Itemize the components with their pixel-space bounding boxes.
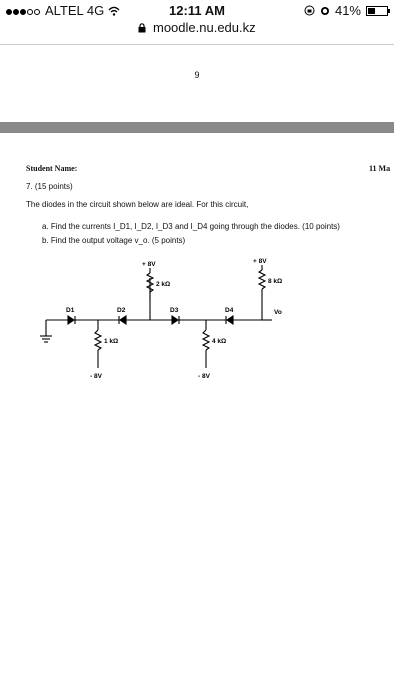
url-text: moodle.nu.edu.kz <box>153 20 256 35</box>
output-label: Vo <box>274 309 282 316</box>
alarm-icon <box>320 5 330 16</box>
resistor-label: 1 kΩ <box>104 338 119 345</box>
supply-label: + 8V <box>253 258 267 265</box>
marks-label: 11 Ma <box>369 164 391 173</box>
orientation-lock-icon <box>304 5 315 16</box>
student-name-label: Student Name: <box>26 164 78 173</box>
lock-icon <box>138 23 146 33</box>
address-bar[interactable] <box>0 20 394 40</box>
resistor-label: 4 kΩ <box>212 338 227 345</box>
diode-label: D2 <box>117 307 126 314</box>
question-part-a: a. Find the currents I_D1, I_D2, I_D3 and I_D4 going through the diodes. (10 points) <box>42 222 340 231</box>
page-number: 9 <box>194 70 200 80</box>
status-bar <box>0 0 394 20</box>
question-number: 7. (15 points) <box>26 182 73 191</box>
supply-label: - 8V <box>90 373 102 380</box>
question-intro: The diodes in the circuit shown below are ideal. For this circuit, <box>26 200 249 209</box>
toolbar-divider <box>0 44 394 45</box>
status-right <box>304 3 388 18</box>
diode-label: D4 <box>225 307 234 314</box>
page-separator-bar <box>0 122 394 133</box>
circuit-diagram <box>0 250 394 390</box>
diode-label: D1 <box>66 307 75 314</box>
supply-label: - 8V <box>198 373 210 380</box>
diode-label: D3 <box>170 307 179 314</box>
battery-icon <box>366 6 388 16</box>
resistor-label: 8 kΩ <box>268 278 283 285</box>
battery-percent: 41% <box>334 3 361 18</box>
question-part-b: b. Find the output voltage v_o. (5 points) <box>42 236 186 245</box>
supply-label: + 8V <box>142 261 156 268</box>
resistor-label: 2 kΩ <box>156 281 171 288</box>
carrier-label: ALTEL 4G <box>45 3 105 18</box>
clock: 12:11 AM <box>169 3 225 18</box>
